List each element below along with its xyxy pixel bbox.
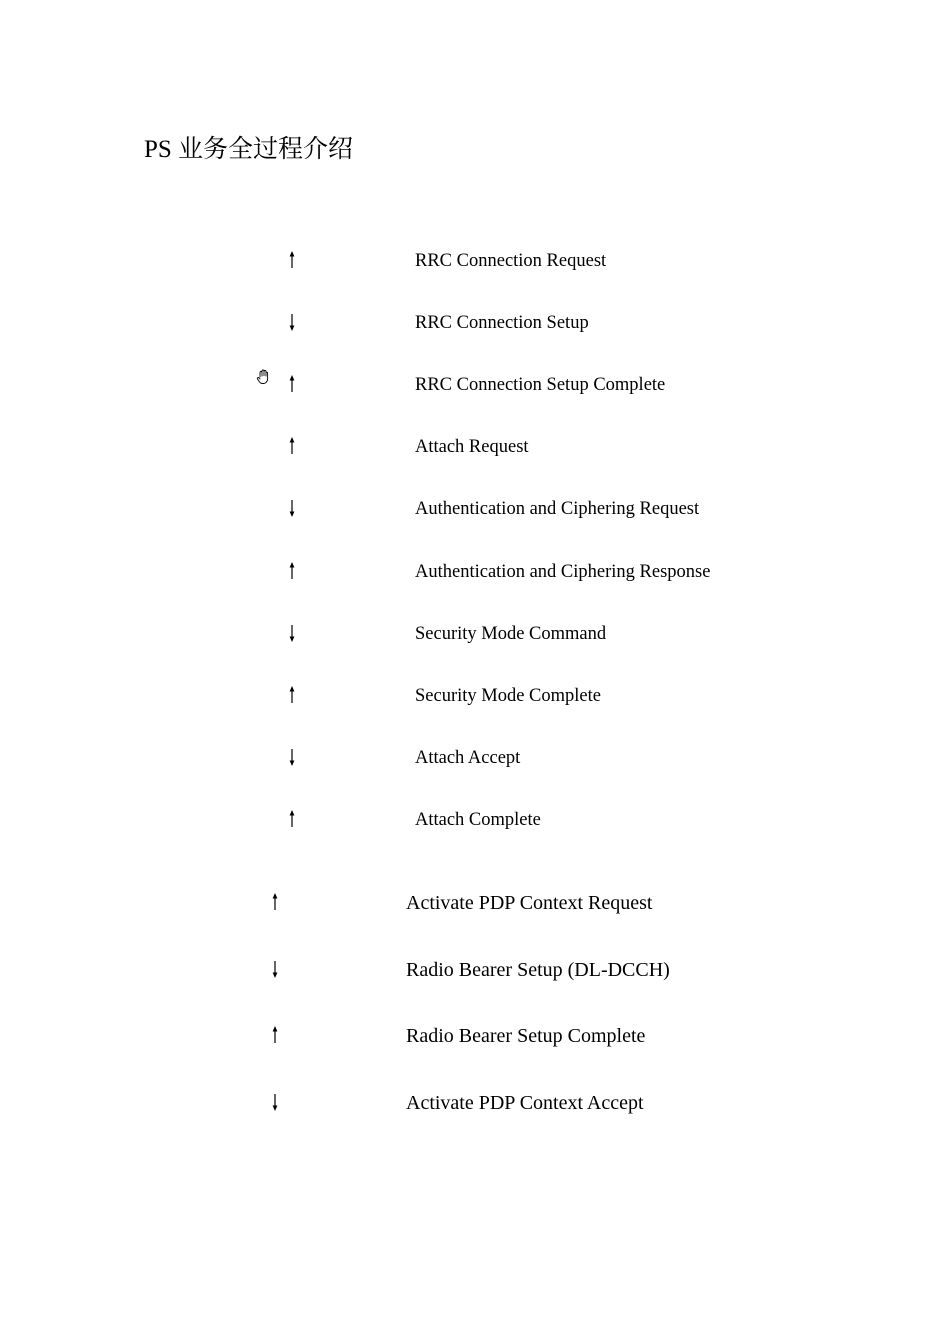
message-label: RRC Connection Setup Complete [415,375,666,396]
message-row [0,434,950,464]
message-row [0,745,950,775]
arrow-down-icon [286,498,298,518]
message-row [0,621,950,651]
arrow-up-icon [269,892,281,912]
message-row [0,559,950,589]
message-label: RRC Connection Request [415,251,607,271]
message-label: Attach Complete [415,809,541,830]
arrow-down-icon [269,959,281,979]
message-label: Radio Bearer Setup (DL-DCCH) [406,958,670,981]
arrow-up-icon [286,809,298,829]
message-row [0,372,950,402]
arrow-up-icon [286,436,298,456]
message-label: Security Mode Complete [415,685,601,706]
message-row [0,1023,950,1053]
arrow-down-icon [286,747,298,767]
arrow-down-icon [286,623,298,643]
message-label: Radio Bearer Setup Complete [406,1025,646,1048]
message-row [0,1090,950,1120]
arrow-up-icon [286,374,298,394]
arrow-up-icon [269,1025,281,1045]
message-label: Attach Request [415,437,529,458]
arrow-up-icon [286,685,298,705]
message-row [0,957,950,987]
message-row [0,310,950,340]
arrow-up-icon [286,561,298,581]
message-label: Activate PDP Context Accept [406,1092,644,1115]
arrow-up-icon [286,250,298,270]
arrow-down-icon [269,1092,281,1112]
message-row [0,248,950,278]
message-label: Authentication and Ciphering Request [415,499,700,520]
message-label: Authentication and Ciphering Response [415,561,711,582]
message-row [0,683,950,713]
message-label: Activate PDP Context Request [406,892,653,914]
message-label: Security Mode Command [415,623,607,644]
hand-cursor-icon [256,369,270,385]
arrow-down-icon [286,312,298,332]
message-row [0,496,950,526]
message-row [0,890,950,920]
message-label: RRC Connection Setup [415,313,589,334]
message-label: Attach Accept [415,747,521,768]
message-row [0,807,950,837]
page-title: PS 业务全过程介绍 [144,136,354,163]
